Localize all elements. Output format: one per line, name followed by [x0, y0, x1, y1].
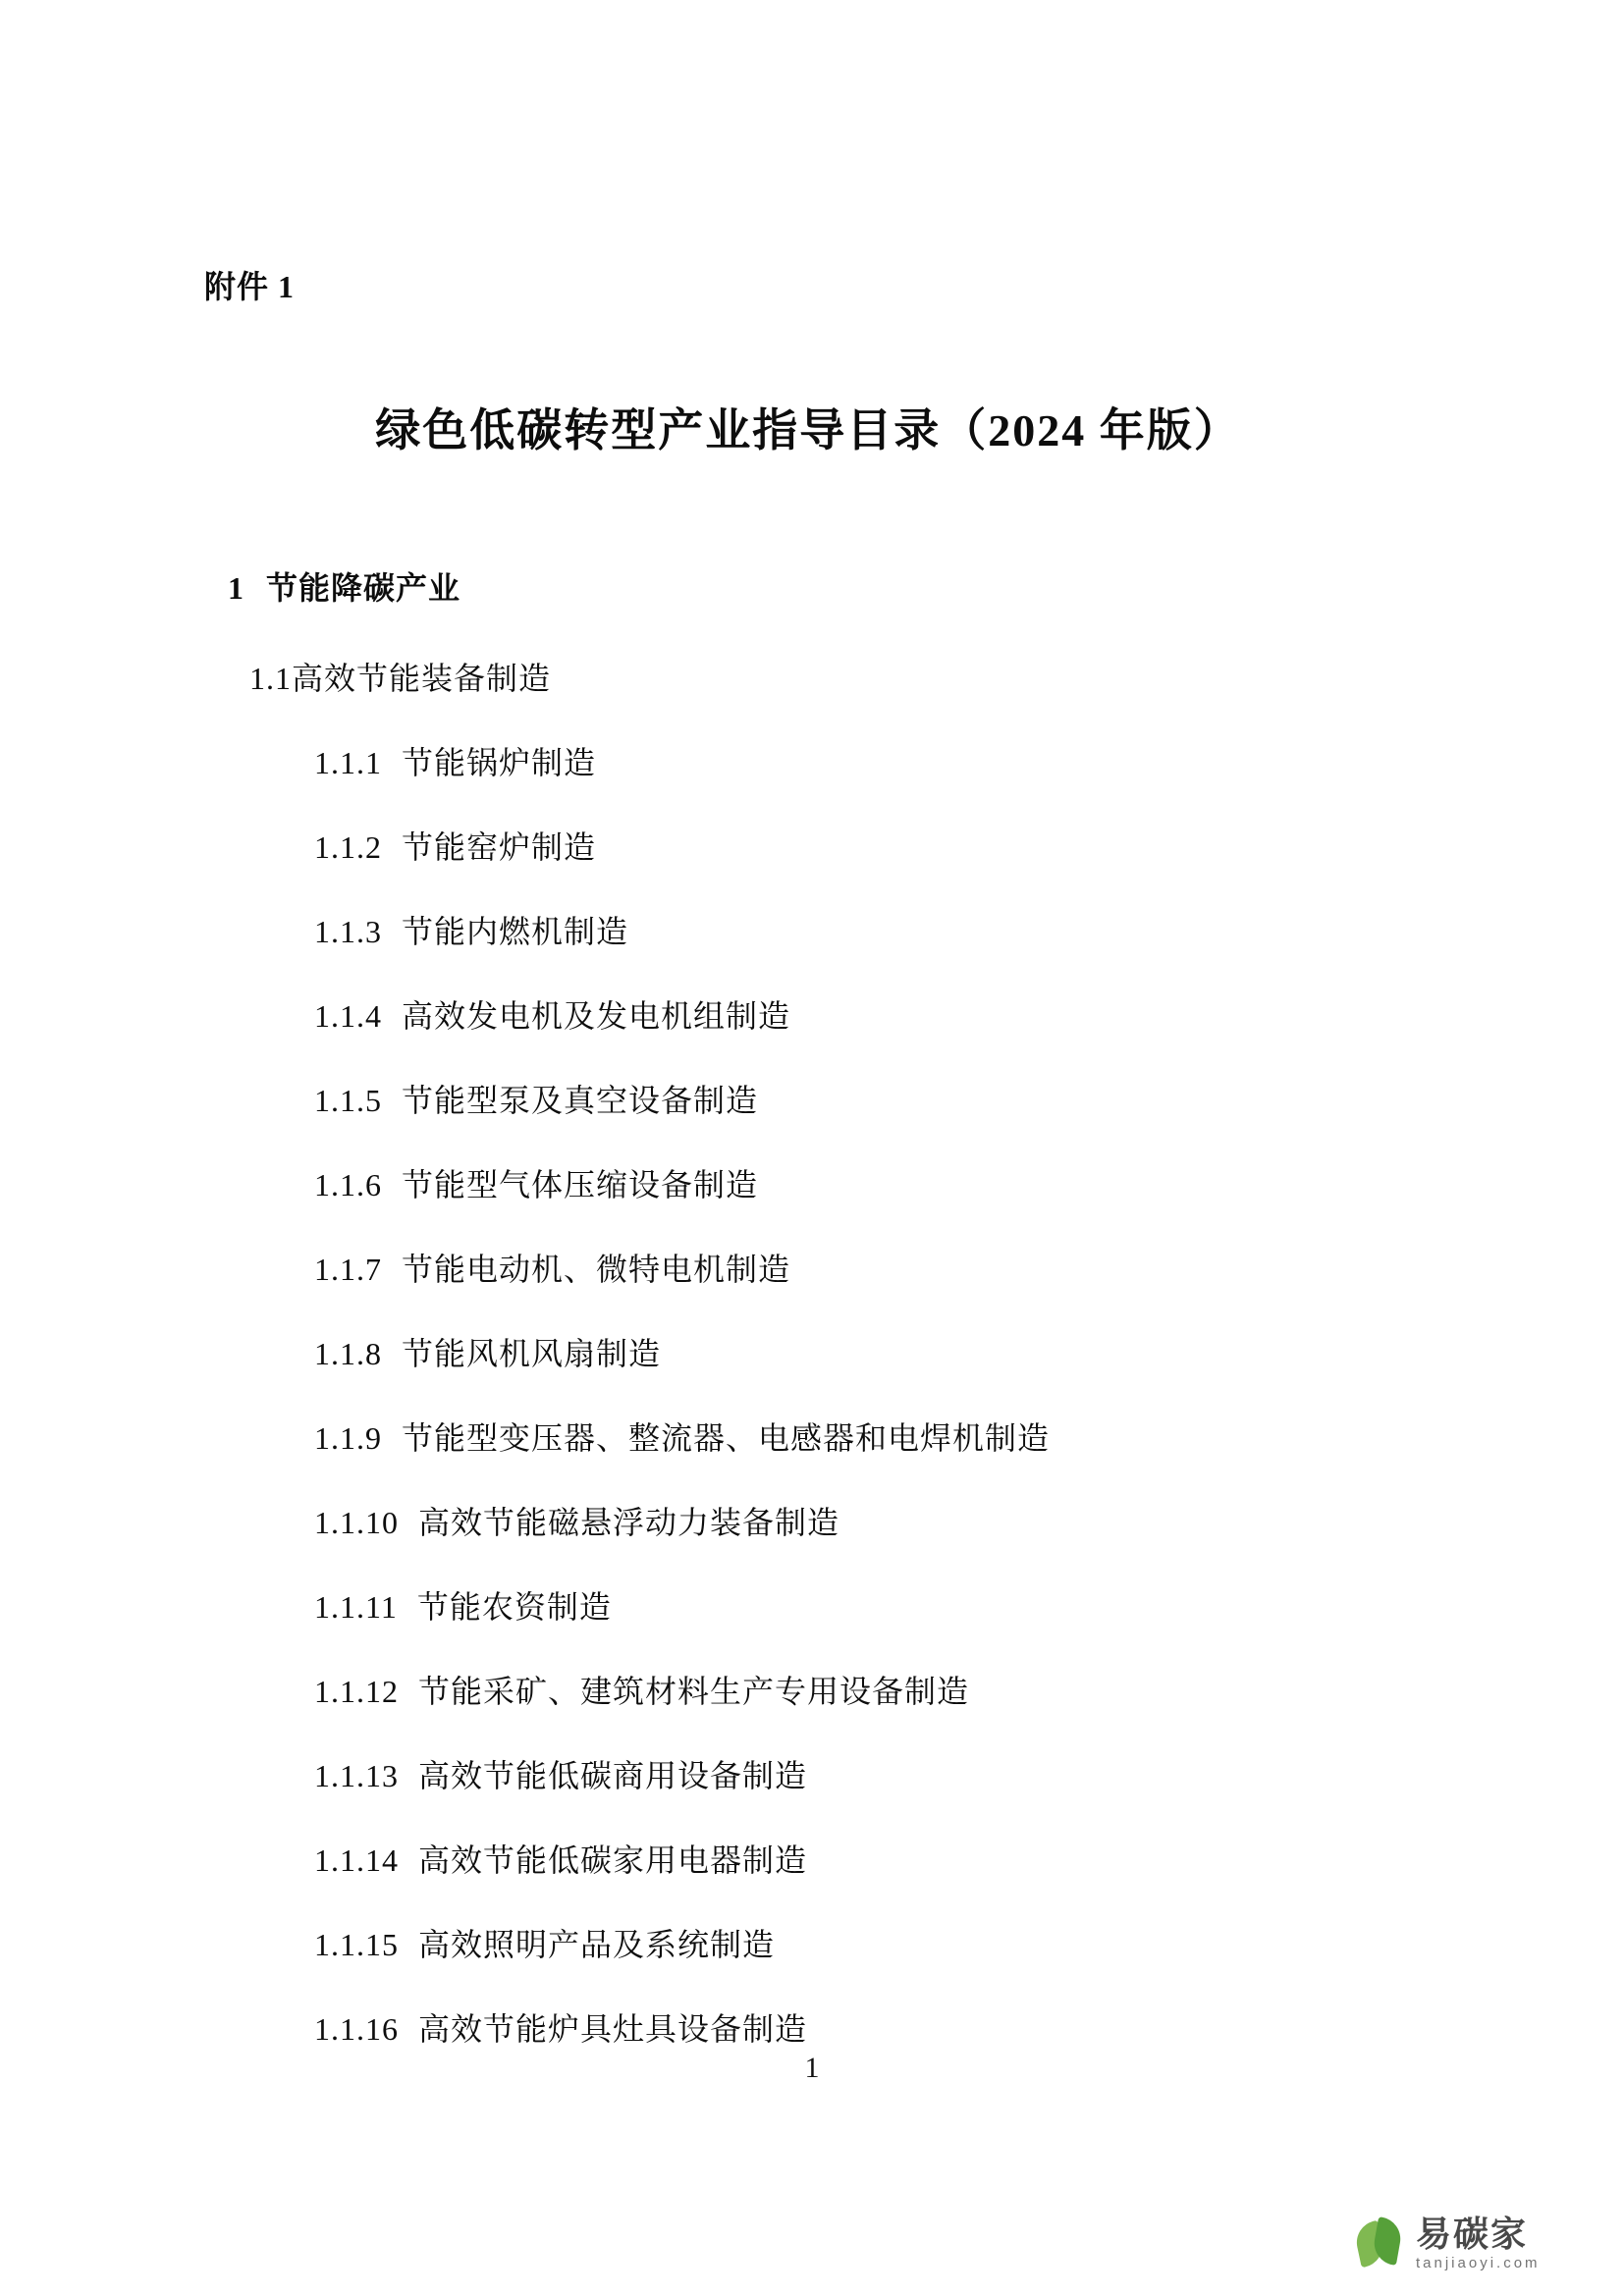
- item-number: 1.1.14: [314, 1842, 399, 1879]
- item-text: 节能型泵及真空设备制造: [402, 1083, 759, 1119]
- catalog-item-list: [204, 739, 1422, 2053]
- list-item: [204, 992, 1422, 1040]
- item-number: 1.1.6: [314, 1167, 382, 1203]
- attachment-label: 附件 1: [204, 269, 296, 304]
- watermark-name-cn: 易碳家: [1416, 2213, 1529, 2254]
- item-number: 1.1.10: [314, 1505, 399, 1541]
- leaf-icon: [1355, 2216, 1408, 2269]
- item-text: 节能型气体压缩设备制造: [402, 1167, 759, 1203]
- list-item: [204, 739, 1422, 786]
- list-item: [204, 908, 1422, 955]
- item-number: 1.1.1: [314, 745, 382, 781]
- list-item: [204, 1668, 1422, 1715]
- item-text: 节能型变压器、整流器、电感器和电焊机制造: [402, 1420, 1051, 1457]
- item-text: 高效节能低碳商用设备制造: [418, 1758, 808, 1794]
- subsection-heading-1-1: [204, 655, 1422, 702]
- list-item: [204, 1837, 1422, 1884]
- watermark: [1355, 2208, 1600, 2278]
- list-item: [204, 824, 1422, 871]
- section-heading-1: [204, 564, 1422, 612]
- item-number: 1.1.8: [314, 1336, 382, 1372]
- item-number: 1.1.11: [314, 1589, 398, 1626]
- document-body: [204, 265, 1422, 2053]
- list-item: [204, 1246, 1422, 1293]
- watermark-name-en: tanjiaoyi.com: [1416, 2254, 1541, 2271]
- item-text: 节能内燃机制造: [402, 914, 629, 950]
- item-text: 高效照明产品及系统制造: [418, 1927, 776, 1963]
- item-text: 节能风机风扇制造: [402, 1336, 662, 1372]
- item-number: 1.1.13: [314, 1758, 399, 1794]
- list-item: [204, 1499, 1422, 1546]
- list-item: [204, 2005, 1422, 2053]
- item-text: 高效节能磁悬浮动力装备制造: [418, 1505, 840, 1541]
- list-item: [204, 1415, 1422, 1462]
- section-number: 1: [228, 570, 244, 607]
- item-number: 1.1.16: [314, 2011, 399, 2048]
- list-item: [204, 1752, 1422, 1799]
- subsection-number: 1.1: [249, 661, 292, 697]
- list-item: [204, 1921, 1422, 1968]
- page-title: 绿色低碳转型产业指导目录（2024 年版）: [375, 404, 1241, 455]
- item-number: 1.1.5: [314, 1083, 382, 1119]
- item-number: 1.1.3: [314, 914, 382, 950]
- item-text: 节能农资制造: [416, 1589, 612, 1626]
- subsection-title: 高效节能装备制造: [292, 661, 552, 697]
- list-item: [204, 1161, 1422, 1208]
- item-text: 高效节能低碳家用电器制造: [418, 1842, 808, 1879]
- watermark-text: [1416, 2213, 1541, 2271]
- item-text: 节能采矿、建筑材料生产专用设备制造: [418, 1674, 970, 1710]
- section-title: 节能降碳产业: [266, 570, 461, 607]
- item-text: 高效发电机及发电机组制造: [402, 998, 791, 1035]
- item-text: 节能锅炉制造: [402, 745, 597, 781]
- item-text: 节能窑炉制造: [402, 829, 597, 866]
- item-number: 1.1.2: [314, 829, 382, 866]
- page-number: 1: [804, 2052, 820, 2084]
- list-item: [204, 1077, 1422, 1124]
- list-item: [204, 1330, 1422, 1377]
- item-text: 节能电动机、微特电机制造: [402, 1252, 791, 1288]
- list-item: [204, 1583, 1422, 1630]
- item-number: 1.1.7: [314, 1252, 382, 1288]
- item-number: 1.1.9: [314, 1420, 382, 1457]
- item-number: 1.1.4: [314, 998, 382, 1035]
- item-number: 1.1.15: [314, 1927, 399, 1963]
- item-text: 高效节能炉具灶具设备制造: [418, 2011, 808, 2048]
- item-number: 1.1.12: [314, 1674, 399, 1710]
